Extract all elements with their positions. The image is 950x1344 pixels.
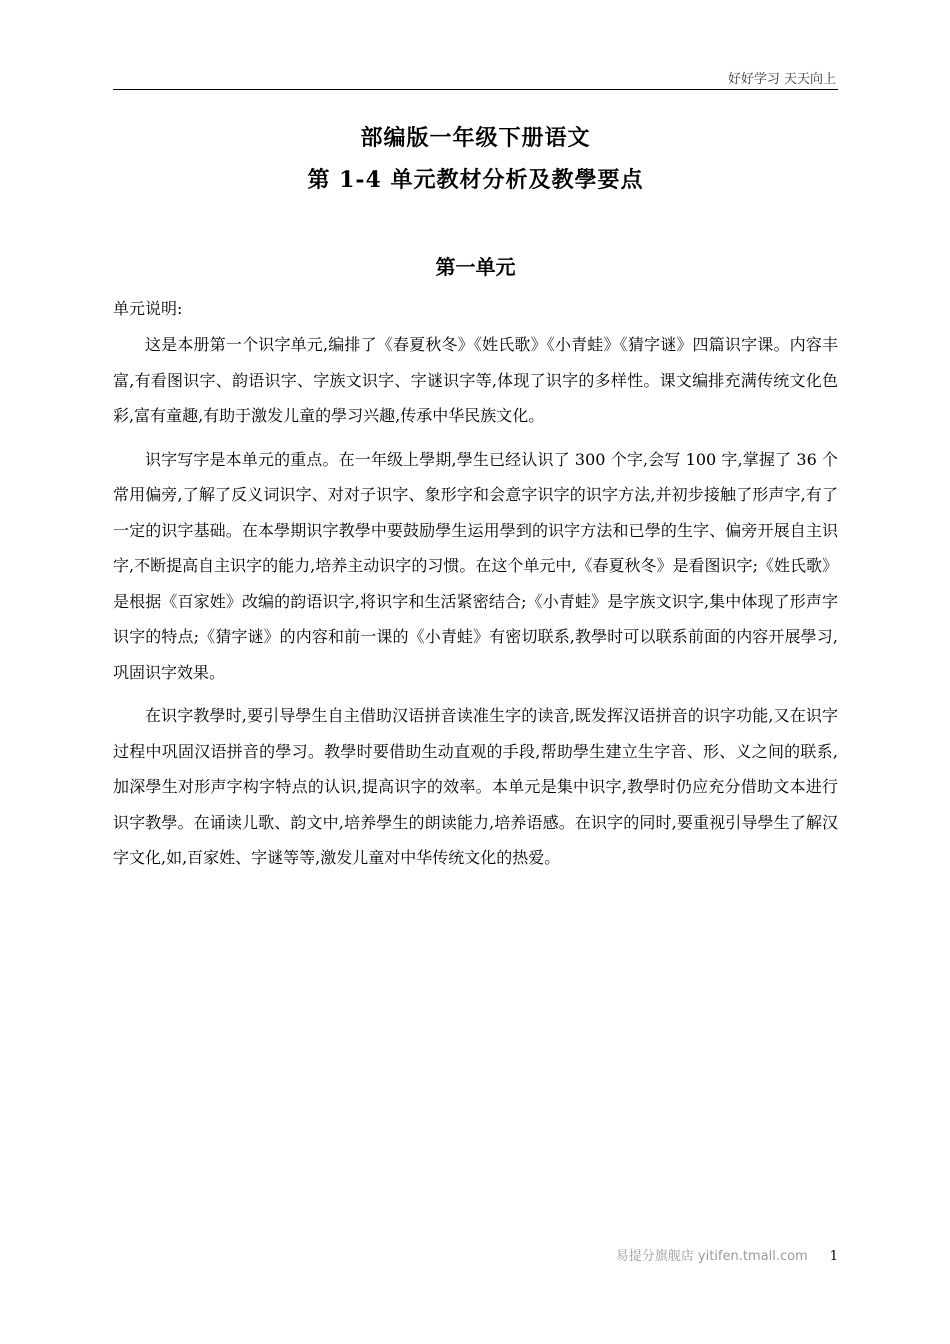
header-motto: 好好学习 天天向上 xyxy=(727,72,836,87)
document-title: 部编版一年级下册语文 xyxy=(360,125,591,151)
store-link[interactable]: 易提分旗舰店 yitifen.tmall.com xyxy=(615,1249,808,1264)
section-heading: 第一单元 xyxy=(435,255,516,279)
body-text xyxy=(113,327,838,884)
document-subtitle: 第 1-4 单元教材分析及教學要点 xyxy=(307,167,644,193)
paragraph: 识字写字是本单元的重点。在一年级上學期,學生已经认识了 300 个字,会写 100 字,掌握了 36 个常用偏旁,了解了反义词识字、对对子识字、象形字和会意字识字的识字方法,并初步接触了形声字,有了一定的识字基础。在本學期识字教學中要鼓励學生运用學到的识字方法和已學的生字、偏旁开展自主识字,不断提高自主识字的能力,培养主动识字的习惯。在这个单元中,《春夏秋冬》是看图识字;《姓氏歌》是根据《百家姓》改编的韵语识字,将识字和生活紧密结合;《小青蛙》是字族文识字,集中体现了形声字识字的特点;《猜字谜》的内容和前一课的《小青蛙》有密切联系,教學时可以联系前面的内容开展學习,巩固识字效果。 xyxy=(113,449,838,682)
header-divider xyxy=(113,89,838,90)
page-number: 1 xyxy=(829,1249,838,1264)
section-label: 单元说明: xyxy=(113,299,183,318)
paragraph: 这是本册第一个识字单元,编排了《春夏秋冬》《姓氏歌》《小青蛙》《猜字谜》四篇识字课。内容丰富,有看图识字、韵语识字、字族文识字、字谜识字等,体现了识字的多样性。课文编排充满传统文化色彩,富有童趣,有助于激发儿童的學习兴趣,传承中华民族文化。 xyxy=(113,335,838,425)
page-footer xyxy=(616,1245,838,1264)
paragraph: 在识字教學时,要引导學生自主借助汉语拼音读准生字的读音,既发挥汉语拼音的识字功能,又在识字过程中巩固汉语拼音的學习。教學时要借助生动直观的手段,帮助學生建立生字音、形、义之间的联系,加深學生对形声字构字特点的认识,提高识字的效率。本单元是集中识字,教學时仍应充分借助文本进行识字教學。在诵读儿歌、韵文中,培养學生的朗读能力,培养语感。在识字的同时,要重视引导學生了解汉字文化,如,百家姓、字谜等等,激发儿童对中华传统文化的热爱。 xyxy=(113,706,838,867)
